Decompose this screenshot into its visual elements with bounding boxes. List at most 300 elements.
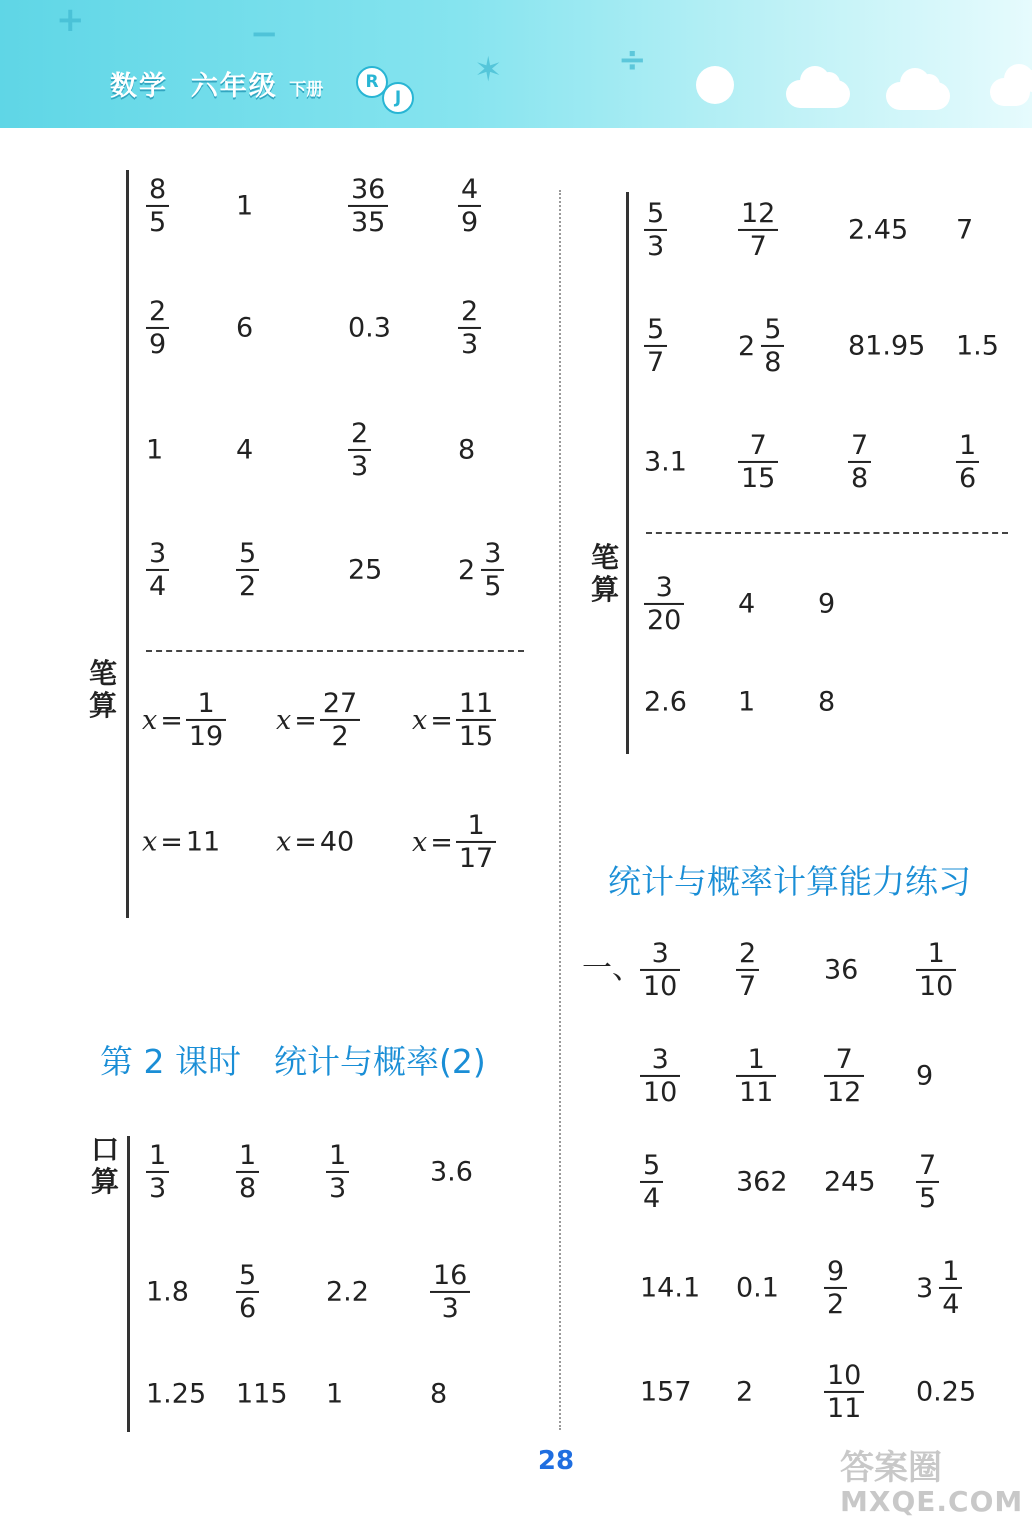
answer-cell [640, 1150, 663, 1214]
answer-expression [738, 198, 778, 262]
numerator: 5 [644, 314, 667, 347]
answer-expression [738, 430, 778, 494]
numerator: 1 [939, 1256, 962, 1289]
answer-cell [736, 1044, 776, 1108]
answer-value: 81.95 [848, 330, 926, 362]
answer-cell [738, 314, 784, 378]
fraction [458, 296, 481, 360]
plus-decoration: + [56, 0, 85, 40]
answer-expression [146, 174, 169, 238]
numerator: 8 [146, 174, 169, 207]
answer-expression [236, 1260, 259, 1324]
equals-sign: = [294, 704, 317, 736]
watermark-url: MXQE.COM [840, 1485, 1024, 1518]
answer-value: 36 [824, 954, 859, 986]
numerator: 10 [824, 1360, 864, 1393]
numerator: 5 [644, 198, 667, 231]
answer-cell [412, 810, 496, 874]
fraction [186, 688, 226, 752]
answer-value: 2.6 [644, 686, 687, 718]
answer-expression [430, 1260, 470, 1324]
denominator: 8 [764, 347, 782, 378]
answer-cell [276, 688, 360, 752]
badge-r: R [356, 66, 388, 98]
minus-decoration: − [250, 14, 279, 54]
answer-expression [236, 1140, 259, 1204]
denominator: 8 [851, 463, 869, 494]
divide-decoration: ÷ [618, 40, 647, 80]
answer-cell [956, 330, 999, 362]
answer-expression [640, 1150, 663, 1214]
answer-value: 0.1 [736, 1272, 779, 1304]
answer-expression [738, 314, 784, 378]
numerator: 9 [824, 1256, 847, 1289]
answer-cell [430, 1260, 470, 1324]
denominator: 35 [351, 207, 386, 238]
answer-expression [640, 1044, 680, 1108]
answer-cell [848, 214, 909, 246]
written-calc-label: 笔算 [88, 657, 117, 722]
denominator: 4 [942, 1289, 960, 1320]
left-dash-separator [146, 650, 524, 652]
grade-label: 六年级 [190, 71, 278, 102]
answer-cell [236, 1260, 259, 1324]
fraction [430, 1260, 470, 1324]
answer-cell [146, 1276, 189, 1308]
lesson-heading: 第 2 课时 统计与概率(2) [100, 1042, 486, 1081]
numerator: 2 [348, 418, 371, 451]
answer-expression [916, 938, 956, 1002]
answer-cell [458, 434, 476, 466]
fraction [320, 688, 360, 752]
book-title [110, 64, 323, 103]
answer-value: 8 [430, 1378, 448, 1410]
subject-label: 数学 [110, 71, 168, 102]
answer-value: 1.8 [146, 1276, 189, 1308]
answer-value: 40 [319, 826, 355, 858]
denominator: 9 [149, 329, 167, 360]
fraction [939, 1256, 962, 1320]
answer-cell [916, 1060, 934, 1092]
variable-x: x [276, 704, 292, 736]
answer-cell [640, 1376, 692, 1408]
watermark [840, 1440, 1023, 1518]
answer-cell [348, 418, 371, 482]
answer-value: 245 [824, 1166, 876, 1198]
fraction [736, 1044, 776, 1108]
denominator: 5 [919, 1183, 937, 1214]
answer-value: 8 [818, 686, 836, 718]
answer-cell [640, 1044, 680, 1108]
numerator: 12 [738, 198, 778, 231]
answer-cell [236, 1140, 259, 1204]
numerator: 1 [186, 688, 226, 721]
fraction [644, 314, 667, 378]
denominator: 17 [458, 843, 494, 874]
numerator: 27 [320, 688, 360, 721]
answer-value: 1.25 [146, 1378, 207, 1410]
answer-cell [736, 938, 759, 1002]
fraction [326, 1140, 349, 1204]
answer-cell [412, 688, 496, 752]
fraction [640, 1150, 663, 1214]
answer-expression [412, 810, 496, 874]
answer-value: 157 [640, 1376, 692, 1408]
answer-expression [276, 688, 360, 752]
answer-cell [916, 938, 956, 1002]
answer-cell [956, 430, 979, 494]
answer-cell [848, 430, 871, 494]
answer-value: 0.25 [916, 1376, 977, 1408]
oral-calc-label: 口算 [90, 1133, 119, 1198]
answer-expression [824, 1256, 847, 1320]
fraction [738, 198, 778, 262]
answer-cell [146, 434, 164, 466]
denominator: 7 [739, 971, 757, 1002]
answer-cell [736, 1166, 788, 1198]
fraction [736, 938, 759, 1002]
numerator: 3 [481, 538, 504, 571]
fraction [761, 314, 784, 378]
cloud-icon [786, 80, 850, 108]
numerator: 5 [761, 314, 784, 347]
answer-expression [348, 174, 388, 238]
numerator: 2 [146, 296, 169, 329]
answer-value: 11 [185, 826, 221, 858]
watermark-text: 答案圈 [840, 1448, 942, 1488]
answer-expression [142, 688, 226, 752]
snow-cloud-icon [990, 78, 1030, 106]
denominator: 10 [643, 971, 678, 1002]
answer-cell [736, 1272, 779, 1304]
fraction [824, 1256, 847, 1320]
answer-cell [276, 826, 355, 858]
numerator: 2 [736, 938, 759, 971]
fraction [236, 1140, 259, 1204]
answer-cell [326, 1276, 369, 1308]
answer-expression [458, 296, 481, 360]
fraction [236, 538, 259, 602]
answer-cell [430, 1378, 448, 1410]
answer-cell [644, 198, 667, 262]
right-top-bracket-line [626, 192, 629, 754]
answer-cell [146, 1378, 207, 1410]
answer-expression [848, 430, 871, 494]
numerator: 7 [824, 1044, 864, 1077]
header-banner [0, 0, 1032, 128]
answer-cell [142, 826, 221, 858]
answer-value: 2.2 [326, 1276, 369, 1308]
fraction [916, 1150, 939, 1214]
answer-cell [738, 430, 778, 494]
mixed-whole: 2 [738, 330, 756, 362]
right-written-calc-label: 笔算 [590, 541, 619, 606]
answer-cell [644, 686, 687, 718]
fraction [481, 538, 504, 602]
denominator: 11 [827, 1393, 862, 1424]
fraction [236, 1260, 259, 1324]
numerator: 1 [456, 810, 496, 843]
star-decoration: ✶ [474, 50, 503, 90]
variable-x: x [412, 704, 428, 736]
denominator: 5 [484, 571, 502, 602]
denominator: 3 [149, 1173, 167, 1204]
answer-cell [236, 190, 254, 222]
answer-cell [738, 198, 778, 262]
denominator: 5 [149, 207, 167, 238]
fraction [640, 938, 680, 1002]
answer-cell [430, 1156, 473, 1188]
answer-cell [848, 330, 926, 362]
denominator: 2 [331, 721, 349, 752]
answer-cell [738, 588, 756, 620]
answer-cell [824, 1166, 876, 1198]
answer-cell [146, 538, 169, 602]
denominator: 3 [647, 231, 665, 262]
equals-sign: = [160, 704, 183, 736]
answer-expression [956, 430, 979, 494]
numerator: 5 [236, 1260, 259, 1293]
numerator: 1 [916, 938, 956, 971]
fraction [956, 430, 979, 494]
fraction [738, 430, 778, 494]
answer-expression [458, 538, 504, 602]
answer-value: 9 [818, 588, 836, 620]
answer-value: 4 [738, 588, 756, 620]
variable-x: x [142, 704, 158, 736]
answer-cell [916, 1150, 939, 1214]
answer-value: 0.3 [348, 312, 391, 344]
denominator: 6 [959, 463, 977, 494]
fraction [146, 296, 169, 360]
variable-x: x [142, 826, 158, 858]
denominator: 3 [441, 1293, 459, 1324]
answer-expression [236, 538, 259, 602]
answer-cell [236, 1378, 288, 1410]
answer-value: 9 [916, 1060, 934, 1092]
numerator: 4 [458, 174, 481, 207]
fraction [824, 1360, 864, 1424]
answer-cell [640, 1272, 701, 1304]
numerator: 3 [640, 1044, 680, 1077]
mixed-whole: 2 [458, 554, 476, 586]
answer-cell [458, 296, 481, 360]
answer-cell [348, 554, 383, 586]
equals-sign: = [294, 826, 317, 858]
answer-cell [644, 446, 687, 478]
denominator: 2 [239, 571, 257, 602]
answer-expression [640, 938, 680, 1002]
fraction [348, 418, 371, 482]
answer-value: 14.1 [640, 1272, 701, 1304]
denominator: 19 [188, 721, 224, 752]
denominator: 3 [351, 451, 369, 482]
fraction [456, 688, 496, 752]
answer-cell [736, 1376, 754, 1408]
answer-expression [348, 418, 371, 482]
answer-cell [326, 1378, 344, 1410]
denominator: 15 [458, 721, 494, 752]
answer-cell [146, 1140, 169, 1204]
denominator: 3 [329, 1173, 347, 1204]
equals-sign: = [430, 704, 453, 736]
answer-value: 1 [236, 190, 254, 222]
answer-expression [458, 174, 481, 238]
answer-cell [644, 314, 667, 378]
answer-cell [824, 954, 859, 986]
answer-cell [818, 588, 836, 620]
right-dash-separator [646, 532, 1008, 534]
rj-badge [356, 66, 416, 114]
answer-cell [458, 174, 481, 238]
answer-expression [326, 1140, 349, 1204]
answer-cell [458, 538, 504, 602]
fraction [644, 198, 667, 262]
answer-cell [824, 1360, 864, 1424]
page-number: 28 [537, 1446, 575, 1476]
answer-expression [146, 1140, 169, 1204]
denominator: 8 [239, 1173, 257, 1204]
answer-value: 3.1 [644, 446, 687, 478]
answer-expression [412, 688, 496, 752]
fraction [916, 938, 956, 1002]
section-marker: 一、 [582, 951, 642, 986]
answer-cell [824, 1044, 864, 1108]
answer-expression [644, 198, 667, 262]
denominator: 10 [643, 1077, 678, 1108]
answer-value: 1 [738, 686, 756, 718]
answer-cell [236, 312, 254, 344]
answer-cell [738, 686, 756, 718]
fraction [348, 174, 388, 238]
denominator: 3 [461, 329, 479, 360]
numerator: 36 [348, 174, 388, 207]
fraction [146, 538, 169, 602]
answer-value: 6 [236, 312, 254, 344]
numerator: 1 [146, 1140, 169, 1173]
denominator: 2 [827, 1289, 845, 1320]
answer-expression [736, 938, 759, 1002]
answer-value: 115 [236, 1378, 288, 1410]
fraction [458, 174, 481, 238]
mixed-whole: 3 [916, 1272, 934, 1304]
fraction [644, 572, 684, 636]
oral-bracket-line [127, 1136, 130, 1432]
answer-value: 3.6 [430, 1156, 473, 1188]
denominator: 20 [647, 605, 682, 636]
fraction [456, 810, 496, 874]
numerator: 5 [236, 538, 259, 571]
answer-cell [640, 938, 680, 1002]
answer-value: 1.5 [956, 330, 999, 362]
numerator: 7 [848, 430, 871, 463]
answer-expression [824, 1360, 864, 1424]
variable-x: x [276, 826, 292, 858]
column-divider [559, 190, 561, 1430]
numerator: 1 [956, 430, 979, 463]
answer-cell [236, 538, 259, 602]
denominator: 4 [149, 571, 167, 602]
equals-sign: = [430, 826, 453, 858]
answer-expression [736, 1044, 776, 1108]
fraction [848, 430, 871, 494]
numerator: 1 [736, 1044, 776, 1077]
answer-expression [644, 572, 684, 636]
answer-value: 2.45 [848, 214, 909, 246]
answer-cell [348, 174, 388, 238]
numerator: 3 [644, 572, 684, 605]
sun-icon [696, 66, 734, 104]
answer-value: 25 [348, 554, 383, 586]
denominator: 4 [643, 1183, 661, 1214]
fraction [824, 1044, 864, 1108]
numerator: 3 [640, 938, 680, 971]
answer-value: 1 [146, 434, 164, 466]
answer-cell [236, 434, 254, 466]
denominator: 11 [739, 1077, 774, 1108]
answer-value: 1 [326, 1378, 344, 1410]
fraction [640, 1044, 680, 1108]
numerator: 1 [326, 1140, 349, 1173]
numerator: 16 [430, 1260, 470, 1293]
badge-j: J [382, 82, 414, 114]
answer-expression [276, 826, 355, 858]
answer-cell [916, 1376, 977, 1408]
numerator: 3 [146, 538, 169, 571]
answer-value: 362 [736, 1166, 788, 1198]
answer-cell [644, 572, 684, 636]
numerator: 1 [236, 1140, 259, 1173]
answer-expression [142, 826, 221, 858]
answer-expression [916, 1256, 962, 1320]
denominator: 6 [239, 1293, 257, 1324]
numerator: 2 [458, 296, 481, 329]
answer-value: 4 [236, 434, 254, 466]
fraction [146, 174, 169, 238]
numerator: 11 [456, 688, 496, 721]
answer-value: 7 [956, 214, 974, 246]
answer-expression [824, 1044, 864, 1108]
answer-cell [916, 1256, 962, 1320]
practice-heading: 统计与概率计算能力练习 [608, 862, 971, 901]
variable-x: x [412, 826, 428, 858]
denominator: 9 [461, 207, 479, 238]
answer-cell [348, 312, 391, 344]
equals-sign: = [160, 826, 183, 858]
denominator: 12 [827, 1077, 862, 1108]
denominator: 10 [919, 971, 954, 1002]
denominator: 7 [749, 231, 767, 262]
answer-cell [142, 688, 226, 752]
answer-expression [146, 296, 169, 360]
answer-cell [326, 1140, 349, 1204]
denominator: 7 [647, 347, 665, 378]
answer-expression [146, 538, 169, 602]
volume-label: 下册 [289, 80, 324, 100]
fraction [146, 1140, 169, 1204]
left-top-bracket-line [126, 170, 129, 918]
answer-cell [146, 174, 169, 238]
answer-expression [916, 1150, 939, 1214]
rain-cloud-icon [886, 82, 950, 110]
numerator: 5 [640, 1150, 663, 1183]
answer-cell [956, 214, 974, 246]
answer-value: 8 [458, 434, 476, 466]
answer-value: 2 [736, 1376, 754, 1408]
answer-cell [818, 686, 836, 718]
answer-cell [824, 1256, 847, 1320]
answer-cell [146, 296, 169, 360]
